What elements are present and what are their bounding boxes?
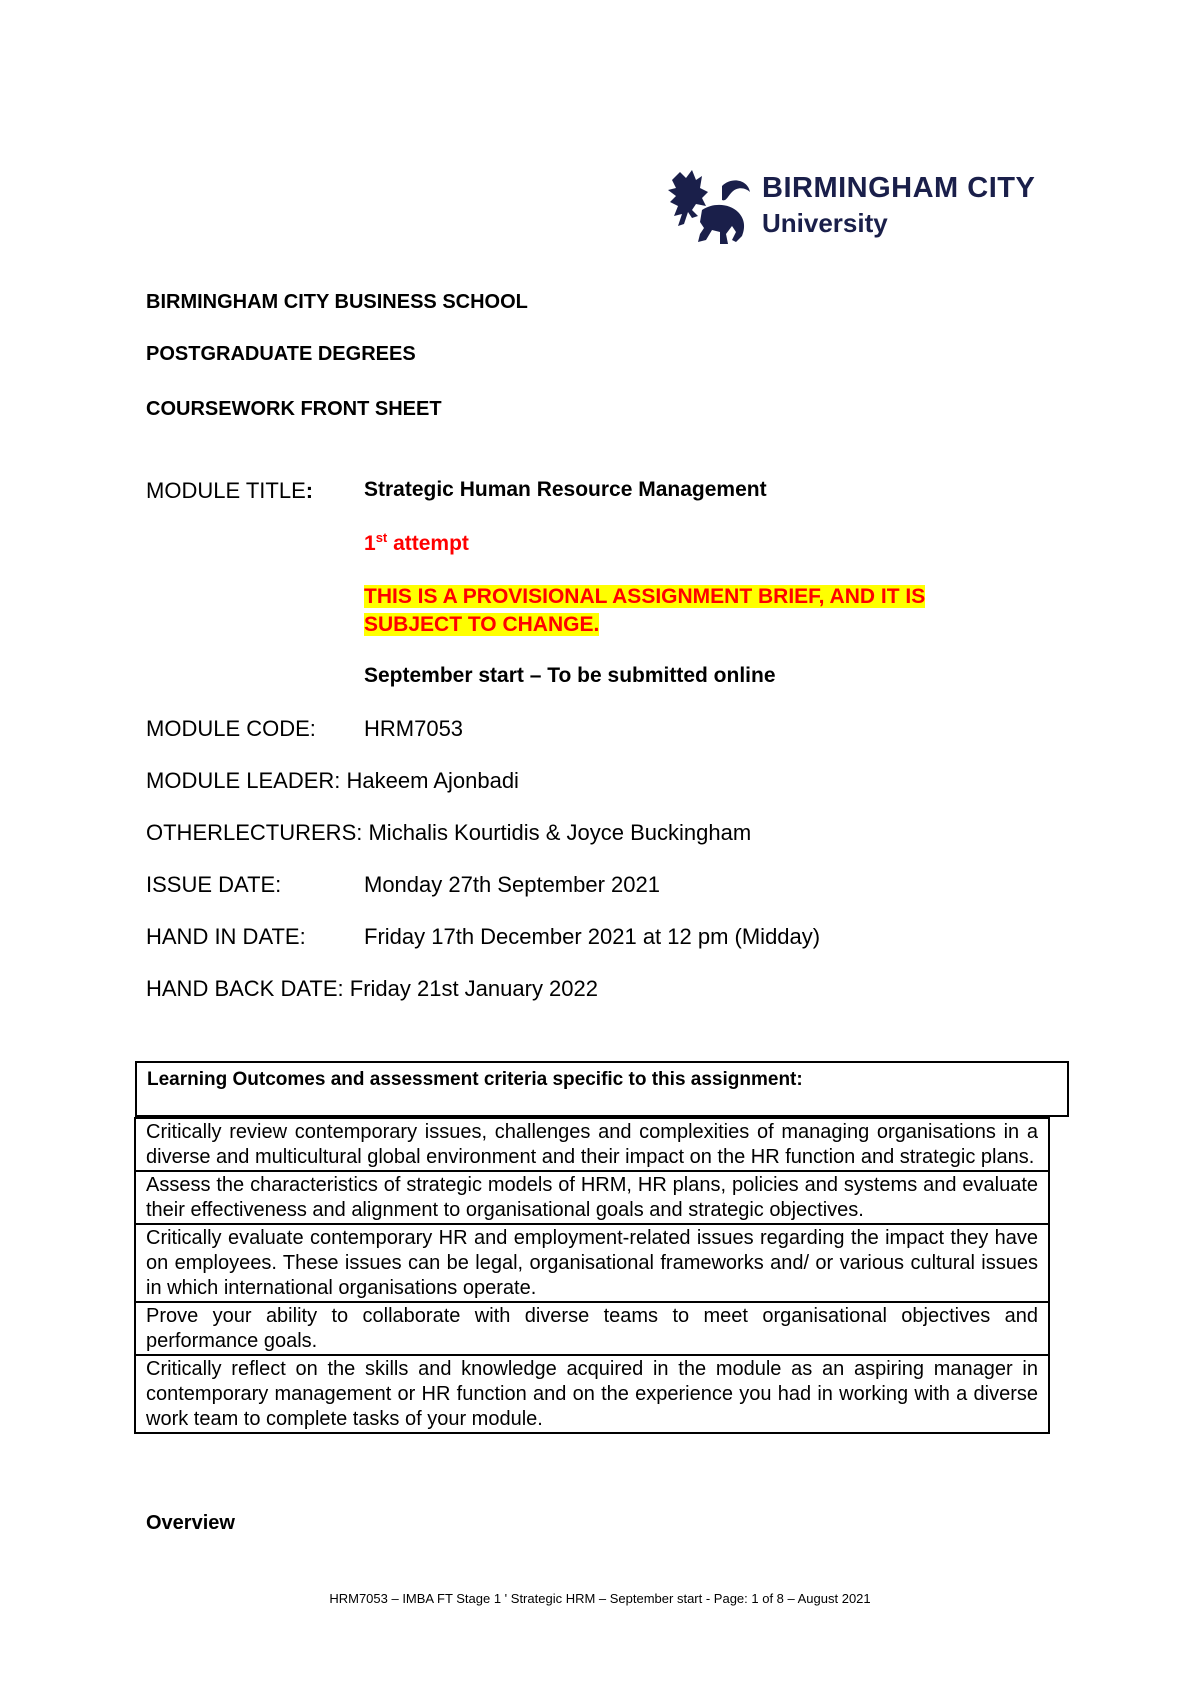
- lion-crest-icon: [662, 166, 754, 246]
- module-title-row: [146, 478, 767, 504]
- issue-date-label: ISSUE DATE:: [146, 872, 282, 897]
- start-note: September start – To be submitted online: [364, 664, 776, 687]
- learning-outcome-item: Prove your ability to collaborate with diverse teams to meet organisational objectives and performance goals.: [134, 1303, 1050, 1356]
- module-code-label: MODULE CODE:: [146, 716, 316, 741]
- learning-outcome-item: Critically evaluate contemporary HR and employment-related issues regarding the impact they have on employees. These issues can be legal, organisational frameworks and/ or various cultural issues in which international organisations operate.: [134, 1225, 1050, 1303]
- learning-outcomes-header-text: Learning Outcomes and assessment criteria specific to this assignment:: [147, 1069, 803, 1090]
- issue-date-value: Monday 27th September 2021: [364, 872, 660, 897]
- logo-line1: BIRMINGHAM CITY: [762, 172, 1036, 204]
- provisional-line2: SUBJECT TO CHANGE.: [364, 613, 600, 636]
- hand-back-date-value: Friday 21st January 2022: [349, 976, 599, 1001]
- module-title-value: Strategic Human Resource Management: [364, 478, 767, 501]
- other-lecturers-label: OTHERLECTURERS:: [146, 820, 369, 845]
- learning-outcomes-table: [134, 1117, 1050, 1434]
- module-leader-row: [146, 768, 519, 794]
- university-logo: [662, 166, 1042, 246]
- attempt-line: 1st attempt: [364, 530, 469, 555]
- module-code-row: [146, 716, 464, 742]
- page-footer: HRM7053 – IMBA FT Stage 1 ' Strategic HRM – September start - Page: 1 of 8 – August 2021: [329, 1591, 871, 1606]
- degrees-heading: POSTGRADUATE DEGREES: [146, 343, 416, 365]
- overview-heading: Overview: [146, 1512, 235, 1534]
- learning-outcomes-header: [135, 1061, 1069, 1117]
- logo-line2: University: [762, 208, 888, 238]
- other-lecturers-value: Michalis Kourtidis & Joyce Buckingham: [368, 820, 752, 845]
- provisional-notice: [364, 583, 1060, 639]
- hand-in-date-row: [146, 924, 821, 950]
- module-leader-value: Hakeem Ajonbadi: [346, 768, 519, 793]
- hand-back-date-row: [146, 976, 598, 1002]
- learning-outcome-item: Critically reflect on the skills and knowledge acquired in the module as an aspiring manager in contemporary management or HR function and on the experience you had in working with a diverse work team to complete tasks of your module.: [134, 1356, 1050, 1434]
- provisional-line1: THIS IS A PROVISIONAL ASSIGNMENT BRIEF, AND IT IS: [364, 585, 926, 608]
- module-title-label: MODULE TITLE:: [146, 478, 314, 503]
- module-code-value: HRM7053: [364, 716, 464, 741]
- module-leader-label: MODULE LEADER:: [146, 768, 347, 793]
- hand-back-date-label: HAND BACK DATE:: [146, 976, 350, 1001]
- learning-outcome-item: Critically review contemporary issues, challenges and complexities of managing organisations in a diverse and multicultural global environment and their impact on the HR function and strategic plans.: [134, 1117, 1050, 1172]
- sheet-heading: COURSEWORK FRONT SHEET: [146, 398, 442, 420]
- issue-date-row: [146, 872, 660, 898]
- school-heading: BIRMINGHAM CITY BUSINESS SCHOOL: [146, 291, 528, 313]
- hand-in-date-label: HAND IN DATE:: [146, 924, 306, 949]
- other-lecturers-row: [146, 820, 751, 846]
- hand-in-date-value: Friday 17th December 2021 at 12 pm (Midday): [364, 924, 821, 949]
- learning-outcome-item: Assess the characteristics of strategic models of HRM, HR plans, policies and systems and evaluate their effectiveness and alignment to organisational goals and strategic objectives.: [134, 1172, 1050, 1225]
